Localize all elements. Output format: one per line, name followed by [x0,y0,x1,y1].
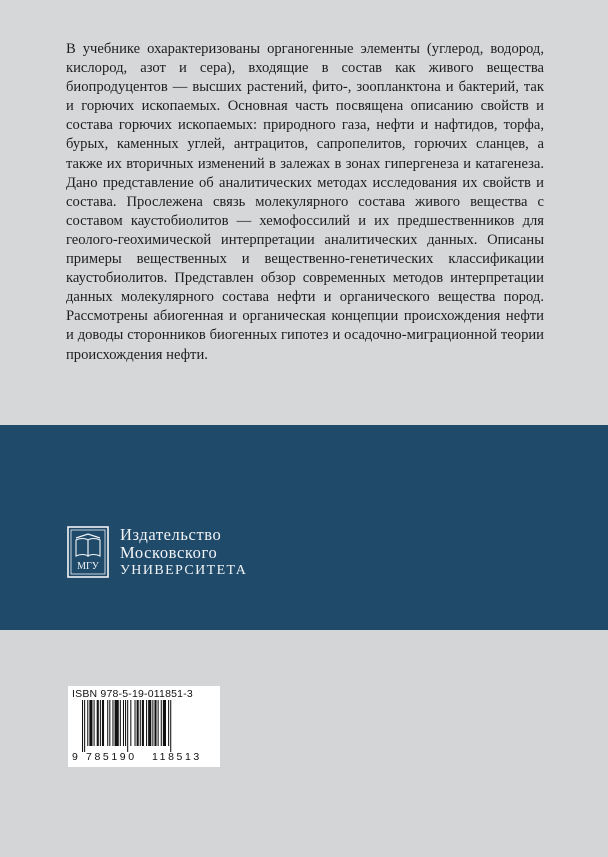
publisher-name [120,526,247,580]
isbn-number: ISBN 978-5-19-011851-3 [72,688,193,700]
publisher-line-3: УНИВЕРСИТЕТА [120,563,248,578]
msu-logo-text: МГУ [77,561,99,572]
ean-first-digit: 9 [72,751,78,763]
barcode-block [68,686,220,767]
ean-right-digits: 118513 [152,751,202,763]
ean-left-digits: 785190 [86,751,137,763]
book-abstract: В учебнике охарактеризованы органогенные элементы (углерод, водород, кислород, азот и сера), входящие в состав как живого вещества биопродуцентов — высших растений, фито-, зоопланктона и бактерий, так и горючих ископаемых. Основная часть посвящена описанию свойств и состава горючих ископаемых: природного газа, нефти и нафтидов, торфа, бурых, каменных углей, антрацитов, сапропелитов, горючих сланцев, а также их вторичных изменений в залежах в зонах гипергенеза и катагенеза. Дано представление об аналитических методах исследования их свойств и состава. Прослежена связь молекулярного состава живого вещества с составом каустобиолитов — хемофоссилий и их предшественников для геолого-геохимической интерпретации аналитических данных. Описаны примеры вещественных и вещественно-генетических классификации каустобиолитов. Представлен обзор современных методов интерпретации данных молекулярного состава нефти и органического вещества пород. Рассмотрены абиогенная и органическая концепции происхождения нефти и доводы сторонников биогенных гипотез и осадочно-миграционной теории происхождения нефти. [66,41,544,363]
publisher-line-2: Московского [120,543,218,562]
ean-barcode-bars [82,700,208,752]
publisher-line-1: Издательство [120,525,222,544]
msu-publisher-logo-icon [67,526,109,578]
